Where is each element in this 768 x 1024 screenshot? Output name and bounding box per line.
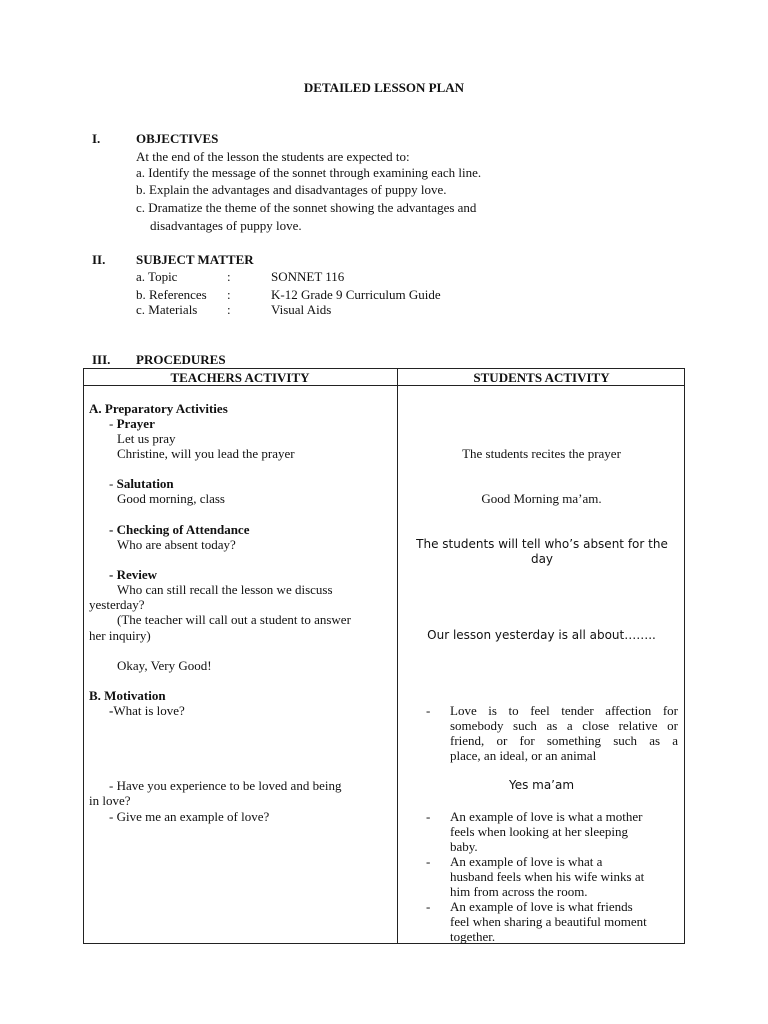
prayer-dash: - — [109, 416, 117, 431]
teachers-activity-header: TEACHERS ACTIVITY — [170, 370, 310, 385]
objectives-intro: At the end of the lesson the students are expected to: — [136, 149, 410, 164]
subject-row-value: K-12 Grade 9 Curriculum Guide — [271, 287, 441, 302]
list-dash: - — [426, 854, 431, 869]
document-title: DETAILED LESSON PLAN — [303, 80, 465, 95]
procedures-numeral: III. — [92, 352, 111, 367]
teacher-line: - Have you experience to be loved and being — [109, 778, 342, 793]
table-header-divider — [83, 385, 685, 386]
list-dash: - — [426, 809, 431, 824]
subject-row-label: b. References — [136, 287, 207, 302]
teacher-line — [109, 703, 185, 718]
teacher-line: Okay, Very Good! — [117, 658, 212, 673]
preparatory-activities-heading: A. Preparatory Activities — [89, 401, 228, 416]
salutation-dash: - — [109, 476, 117, 491]
student-response: The students recites the prayer — [462, 446, 621, 461]
love-definition-line: Love is to feel tender affection for — [450, 703, 678, 718]
teacher-line: - Give me an example of love? — [109, 809, 270, 824]
motivation-dash: - — [109, 703, 114, 718]
example-line: An example of love is what a mother — [450, 809, 643, 824]
prayer-label: Prayer — [116, 416, 155, 431]
example-line: baby. — [450, 839, 478, 854]
objective-item: b. Explain the advantages and disadvantages of puppy love. — [136, 182, 447, 197]
example-line: feel when sharing a beautiful moment — [450, 914, 647, 929]
subject-row-value: Visual Aids — [271, 302, 332, 317]
teacher-line: her inquiry) — [89, 628, 151, 643]
motivation-heading: B. Motivation — [89, 688, 166, 703]
objective-item: c. Dramatize the theme of the sonnet showing the advantages and — [136, 200, 477, 215]
subject-matter-heading: SUBJECT MATTER — [136, 252, 254, 267]
teacher-line: yesterday? — [89, 597, 145, 612]
love-definition-line: somebody such as a close relative or — [450, 718, 678, 733]
motivation-question: What is love? — [113, 703, 185, 718]
salutation-label: Salutation — [116, 476, 174, 491]
subject-row-sep: : — [227, 269, 231, 284]
subject-row-sep: : — [227, 287, 231, 302]
example-line: together. — [450, 929, 496, 944]
objective-item: disadvantages of puppy love. — [150, 218, 302, 233]
teacher-line: Let us pray — [117, 431, 176, 446]
student-response: Good Morning ma’am. — [481, 491, 602, 506]
love-definition-line: place, an ideal, or an animal — [450, 748, 597, 763]
student-response: Our lesson yesterday is all about…….. — [427, 628, 656, 642]
teacher-line: Christine, will you lead the prayer — [117, 446, 295, 461]
example-line: husband feels when his wife winks at — [450, 869, 645, 884]
subject-row-label: c. Materials — [136, 302, 198, 317]
teacher-line: Good morning, class — [117, 491, 225, 506]
subject-row-value: SONNET 116 — [271, 269, 345, 284]
subject-matter-numeral: II. — [92, 252, 106, 267]
review-heading: - Review — [109, 567, 158, 582]
example-line: An example of love is what a — [450, 854, 603, 869]
teacher-line: (The teacher will call out a student to answer — [117, 612, 351, 627]
objectives-heading: OBJECTIVES — [136, 131, 219, 146]
salutation-heading — [109, 476, 174, 491]
teacher-line: Who can still recall the lesson we discuss — [117, 582, 333, 597]
procedures-heading: PROCEDURES — [136, 352, 226, 367]
example-line: him from across the room. — [450, 884, 588, 899]
objective-item: a. Identify the message of the sonnet through examining each line. — [136, 165, 482, 180]
example-line: An example of love is what friends — [450, 899, 633, 914]
love-definition-line: friend, or for something such as a — [450, 733, 678, 748]
teacher-line: in love? — [89, 793, 131, 808]
student-response: Yes ma’am — [508, 778, 575, 792]
example-line: feels when looking at her sleeping — [450, 824, 628, 839]
prayer-heading — [109, 416, 155, 431]
student-response: The students will tell who’s absent for the day — [416, 537, 668, 566]
list-dash: - — [426, 703, 431, 718]
subject-row-label: a. Topic — [136, 269, 178, 284]
attendance-heading: - Checking of Attendance — [109, 522, 250, 537]
objectives-numeral: I. — [92, 131, 101, 146]
students-activity-header: STUDENTS ACTIVITY — [473, 370, 610, 385]
list-dash: - — [426, 899, 431, 914]
subject-row-sep: : — [227, 302, 231, 317]
teacher-line: Who are absent today? — [117, 537, 236, 552]
